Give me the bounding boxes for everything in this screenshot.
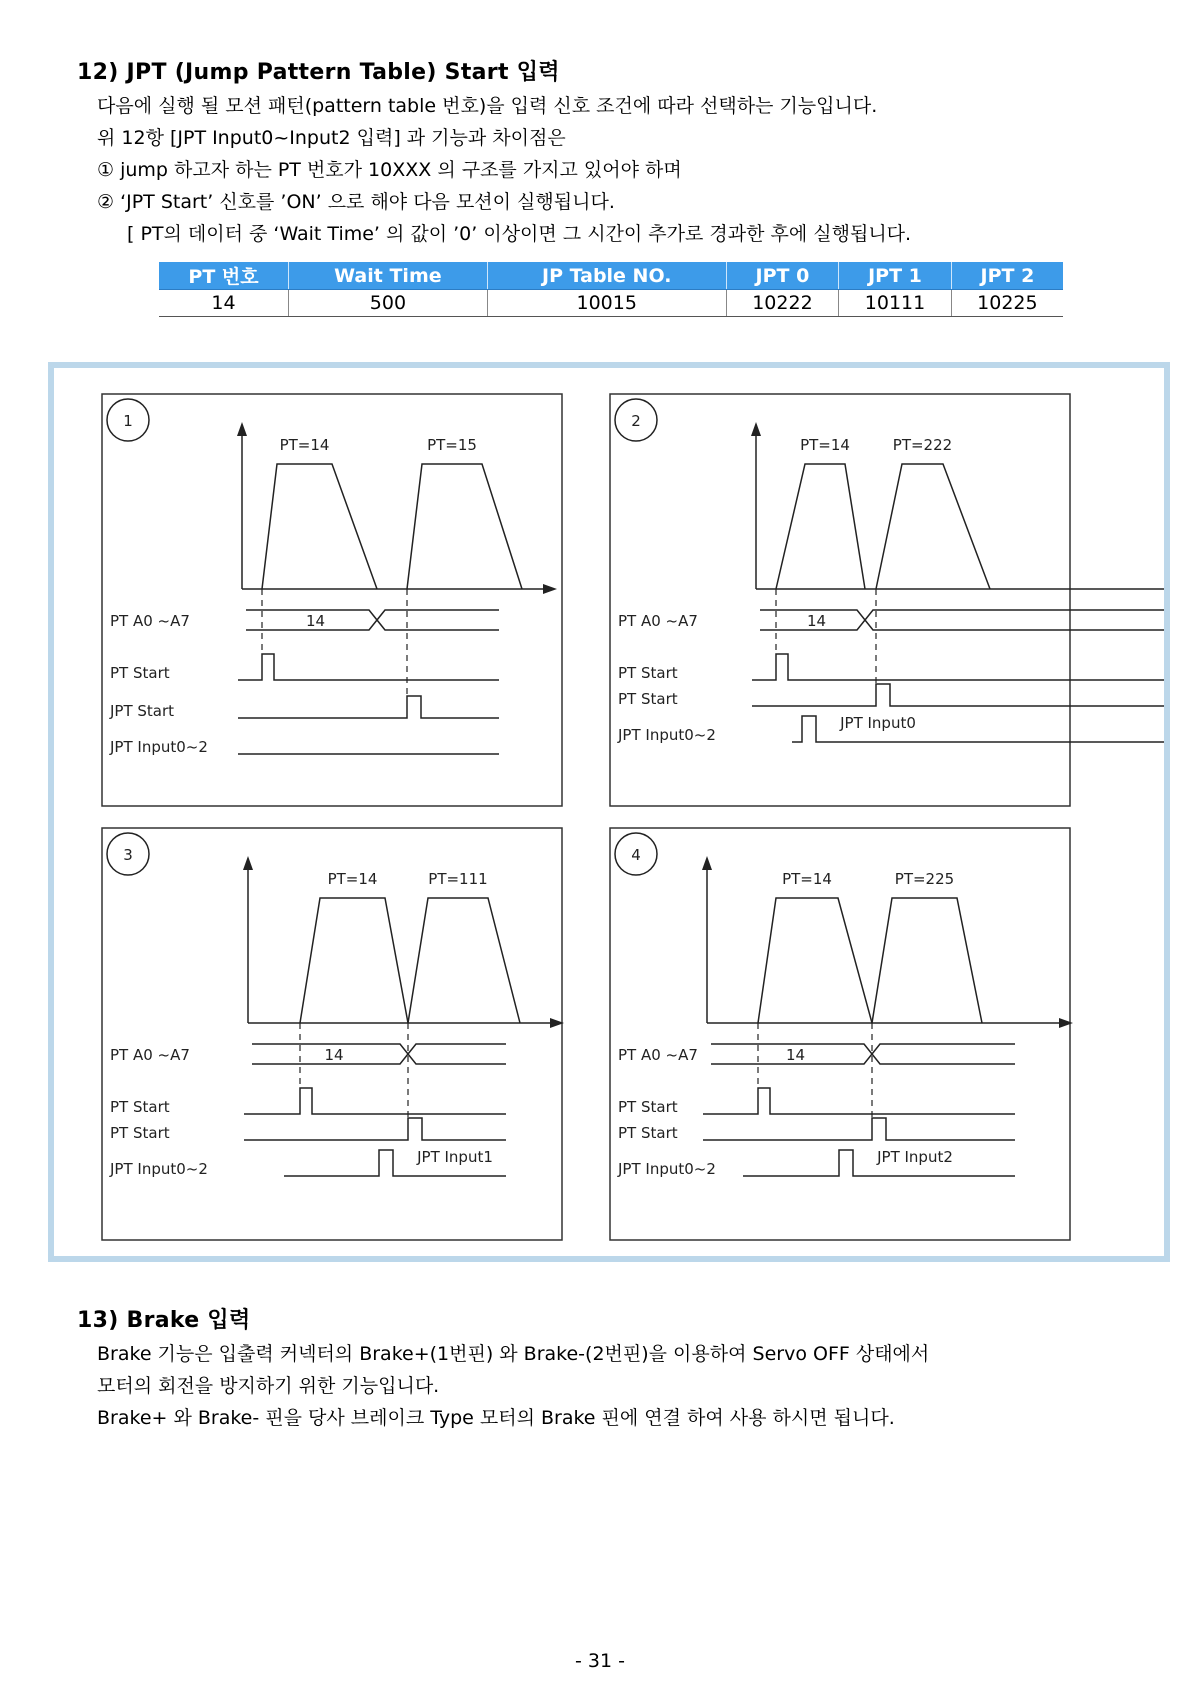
jpt-input-label: JPT Input1 xyxy=(417,1148,493,1166)
page-number: - 31 - xyxy=(575,1650,625,1672)
pt-table-row xyxy=(159,290,1063,317)
pt-table-header: Wait Time xyxy=(289,262,488,290)
section-12-line: 다음에 실행 될 모션 패턴(pattern table 번호)을 입력 신호 조건에 따라 선택하는 기능입니다. xyxy=(97,95,878,117)
pattern-label-2: PT=15 xyxy=(427,436,477,454)
pattern-label-2: PT=222 xyxy=(892,436,953,454)
timing-figure xyxy=(48,362,1170,1262)
signal-label-start-2: JPT Start xyxy=(110,702,175,720)
pt-table-cell: 10222 xyxy=(726,290,839,317)
signal-label-pt-start: PT Start xyxy=(110,1098,170,1116)
timing-figure-inner xyxy=(54,368,1164,1256)
diagram-number: 4 xyxy=(631,846,641,864)
timing-diagram-2 xyxy=(610,394,1164,806)
timing-diagram-1 xyxy=(102,394,562,806)
timing-diagram-4 xyxy=(610,828,1073,1240)
pattern-label-2: PT=225 xyxy=(894,870,955,888)
pt-table-cell: 14 xyxy=(159,290,289,317)
pt-table-cell: 10225 xyxy=(951,290,1063,317)
pt-table-header: JPT 0 xyxy=(726,262,839,290)
pattern-label-1: PT=14 xyxy=(800,436,850,454)
pt-table-header: JP Table NO. xyxy=(487,262,726,290)
diagram-number: 1 xyxy=(123,412,133,430)
diagram-border xyxy=(102,828,562,1240)
signal-label-jpt-input: JPT Input0~2 xyxy=(618,1160,716,1178)
jpt-input-label: JPT Input0 xyxy=(840,714,916,732)
pt-table-cell: 500 xyxy=(289,290,488,317)
diagram-border xyxy=(610,828,1070,1240)
timing-diagram-3 xyxy=(102,828,564,1240)
pt-table-header: JPT 2 xyxy=(951,262,1063,290)
pattern-label-1: PT=14 xyxy=(327,870,378,888)
section-12-line: 위 12항 [JPT Input0~Input2 입력] 과 기능과 차이점은 xyxy=(97,127,566,149)
section-12-title: 12) JPT (Jump Pattern Table) Start 입력 xyxy=(77,60,560,85)
section-12-line: ① jump 하고자 하는 PT 번호가 10XXX 의 구조를 가지고 있어야 하며 xyxy=(97,159,682,181)
signal-label-start-2: PT Start xyxy=(110,1124,170,1142)
section-12-note: [ PT의 데이터 중 ‘Wait Time’ 의 값이 ’0’ 이상이면 그 시간이 추가로 경과한 후에 실행됩니다. xyxy=(127,223,912,245)
diagram-number: 3 xyxy=(123,846,133,864)
section-13-line: 모터의 회전을 방지하기 위한 기능입니다. xyxy=(97,1375,440,1397)
jpt-input-label: JPT Input2 xyxy=(877,1148,953,1166)
pt-table-header: PT 번호 xyxy=(159,262,289,290)
section-12-line: ② ‘JPT Start’ 신호를 ’ON’ 으로 해야 다음 모션이 실행됩니다. xyxy=(97,191,615,213)
signal-label-jpt-input: JPT Input0~2 xyxy=(110,1160,208,1178)
bus-value: 14 xyxy=(785,1046,806,1064)
bus-value: 14 xyxy=(806,612,827,630)
pt-table xyxy=(159,262,1063,317)
bus-value: 14 xyxy=(324,1046,344,1064)
section-13-title: 13) Brake 입력 xyxy=(77,1308,251,1333)
signal-label-pt-start: PT Start xyxy=(110,664,170,682)
bus-value: 14 xyxy=(305,612,326,630)
pt-table-cell: 10015 xyxy=(487,290,726,317)
signal-label-pt-address: PT A0 ~A7 xyxy=(618,612,698,630)
pattern-label-1: PT=14 xyxy=(279,436,330,454)
pattern-label-1: PT=14 xyxy=(782,870,832,888)
section-13-line: Brake+ 와 Brake- 핀을 당사 브레이크 Type 모터의 Brake 핀에 연결 하여 사용 하시면 됩니다. xyxy=(97,1407,895,1429)
pattern-label-2: PT=111 xyxy=(428,870,488,888)
pt-table-header-row xyxy=(159,262,1063,290)
signal-label-pt-address: PT A0 ~A7 xyxy=(110,1046,190,1064)
section-13-line: Brake 기능은 입출력 커넥터의 Brake+(1번핀) 와 Brake-(2번핀)을 이용하여 Servo OFF 상태에서 xyxy=(97,1343,930,1365)
diagram-number: 2 xyxy=(631,412,641,430)
signal-label-pt-address: PT A0 ~A7 xyxy=(618,1046,698,1064)
signal-label-pt-address: PT A0 ~A7 xyxy=(110,612,190,630)
pt-table-header: JPT 1 xyxy=(839,262,952,290)
signal-label-start-2: PT Start xyxy=(618,1124,678,1142)
pt-table-cell: 10111 xyxy=(839,290,952,317)
signal-label-pt-start: PT Start xyxy=(618,664,678,682)
signal-label-pt-start: PT Start xyxy=(618,1098,678,1116)
signal-label-jpt-input: JPT Input0~2 xyxy=(110,738,208,756)
signal-label-jpt-input: JPT Input0~2 xyxy=(618,726,716,744)
timing-diagrams-svg xyxy=(54,368,1164,1256)
signal-label-start-2: PT Start xyxy=(618,690,678,708)
section-13-body xyxy=(97,1338,929,1434)
diagram-border xyxy=(610,394,1070,806)
section-12-body xyxy=(97,90,911,250)
